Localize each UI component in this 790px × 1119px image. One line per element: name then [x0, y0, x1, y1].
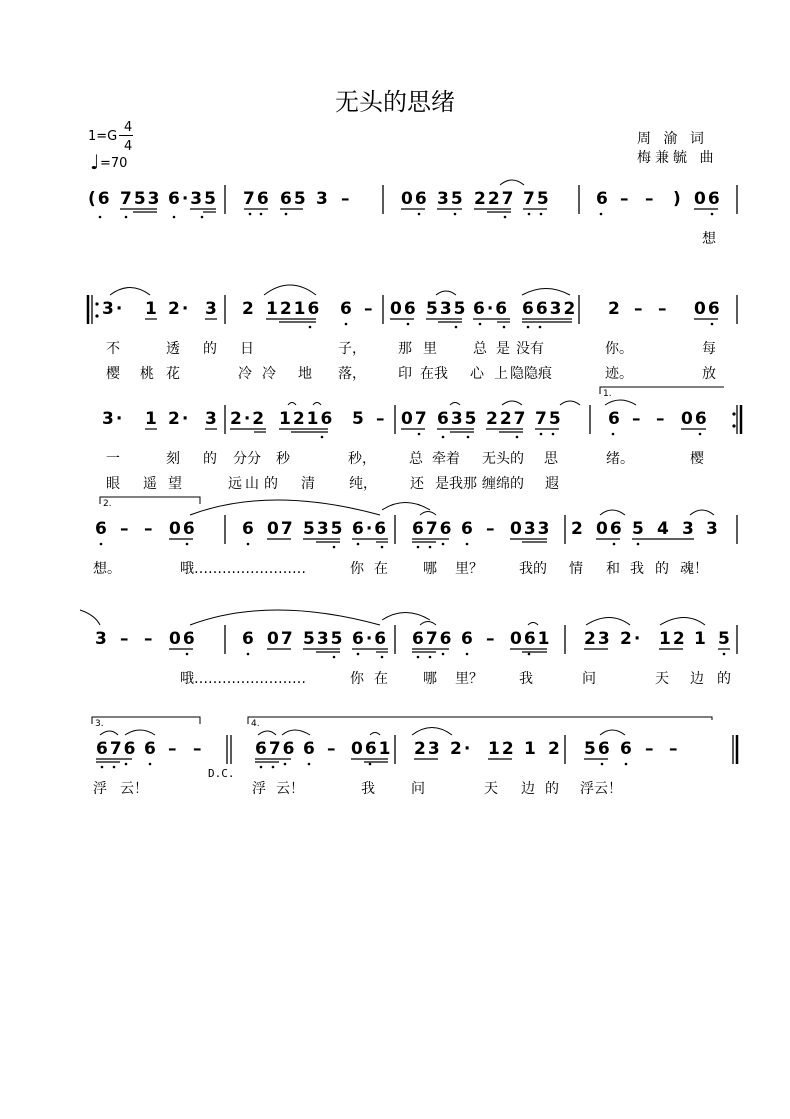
lyric: 哪: [423, 671, 437, 687]
note: –: [645, 189, 656, 209]
note: 06: [694, 189, 722, 209]
note: 227: [474, 189, 516, 209]
note: 3: [682, 519, 696, 539]
note: 6: [608, 409, 622, 429]
note: 12: [659, 629, 687, 649]
note: 75: [535, 409, 563, 429]
note: 676: [255, 739, 297, 759]
lyric: 冷: [262, 366, 276, 382]
lyric: 我: [361, 781, 375, 797]
lyric: 总: [473, 341, 487, 357]
lyric: 在我: [420, 366, 448, 382]
note: 5: [718, 629, 732, 649]
note: –: [632, 409, 643, 429]
lyric: 我: [519, 671, 533, 687]
lyric: 不: [106, 341, 120, 357]
note: 753: [120, 189, 162, 209]
note: 2·2: [230, 409, 267, 429]
volta-label: 4.: [251, 719, 260, 729]
lyric: 缠绵的: [482, 476, 524, 492]
note: 65: [280, 189, 308, 209]
lyric: 花: [166, 366, 180, 382]
note: 07: [267, 519, 295, 539]
lyric: 子，: [338, 341, 366, 357]
time-signature-bottom: 4: [124, 139, 133, 154]
lyric: 一: [106, 451, 120, 467]
lyric: 你。: [605, 341, 633, 357]
note: 6: [242, 519, 256, 539]
lyric: 天: [655, 671, 669, 687]
note: 1216: [266, 299, 322, 319]
note: 2: [548, 739, 562, 759]
lyric: 远: [228, 476, 242, 492]
summary: [0, 1000, 1, 1001]
lyric: 透: [166, 341, 180, 357]
page-title: 无头的思绪: [335, 88, 455, 116]
note: 1: [694, 629, 708, 649]
lyric: 哦……………………: [180, 561, 306, 577]
lyric: 情: [569, 561, 583, 577]
note: 6: [242, 629, 256, 649]
lyric: 里？: [455, 671, 483, 687]
note: 6: [461, 519, 475, 539]
note: 2·: [168, 299, 191, 319]
note: 06: [390, 299, 418, 319]
note: 535: [426, 299, 468, 319]
lyric: 那: [398, 341, 412, 357]
quarter-note-icon: ♩: [90, 150, 100, 174]
lyric: 牵着: [432, 451, 460, 467]
lyric: 天: [484, 781, 498, 797]
note: ): [673, 189, 683, 209]
note: 3·: [102, 299, 125, 319]
note: –: [364, 299, 375, 319]
lyric: 里: [423, 341, 437, 357]
lyric: 的: [203, 451, 217, 467]
lyric: 桃: [140, 366, 154, 382]
lyric: 没有: [516, 341, 544, 357]
note: 1: [524, 739, 538, 759]
volta-label: 2.: [103, 499, 112, 509]
note: 3: [205, 409, 219, 429]
lyricist-credit: 周 渝 词: [637, 131, 708, 147]
note: 06: [169, 629, 197, 649]
lyric: 山: [245, 476, 259, 492]
lyric: 冷: [238, 366, 252, 382]
note: 6: [620, 739, 634, 759]
lyric: 日: [240, 341, 254, 357]
note: 76: [243, 189, 271, 209]
lyric: 的: [264, 476, 278, 492]
note: (6: [88, 189, 112, 209]
lyric: 云！: [120, 781, 148, 797]
lyric: 你: [350, 561, 364, 577]
note: 635: [437, 409, 479, 429]
lyric: 魂！: [680, 561, 708, 577]
note: 6: [303, 739, 317, 759]
lyric: 眼: [106, 476, 120, 492]
lyric: 的: [655, 561, 669, 577]
note: –: [144, 519, 155, 539]
volta-label: 1.: [603, 389, 612, 399]
lyric: 遐: [545, 476, 559, 492]
lyric: 分分: [233, 451, 261, 467]
note: –: [669, 739, 680, 759]
lyric: 遥: [143, 476, 157, 492]
note: –: [144, 629, 155, 649]
lyric: 我的: [519, 561, 547, 577]
lyric: 放: [702, 366, 716, 382]
lyric: 在: [374, 561, 388, 577]
note: –: [645, 739, 656, 759]
note: –: [634, 299, 645, 319]
note: 3·: [102, 409, 125, 429]
lyric: 的: [545, 781, 559, 797]
note: 5: [632, 519, 646, 539]
note: 676: [412, 519, 454, 539]
tempo-marking: =70: [100, 156, 128, 171]
note: 2: [608, 299, 622, 319]
note: 6·6: [352, 519, 389, 539]
note: 2·: [168, 409, 191, 429]
note: –: [620, 189, 631, 209]
note: 1216: [279, 409, 335, 429]
lyric: 边: [521, 781, 535, 797]
lyric: 清: [301, 476, 315, 492]
lyric: 问: [582, 671, 596, 687]
note: –: [376, 409, 387, 429]
note: –: [327, 739, 338, 759]
lyric: 在: [374, 671, 388, 687]
dc-marking: D.C.: [208, 767, 235, 780]
note: 6: [95, 519, 109, 539]
lyric: 云！: [276, 781, 304, 797]
composer-credit: 梅兼毓 曲: [637, 150, 718, 166]
note: 06: [169, 519, 197, 539]
note: 676: [96, 739, 138, 759]
note: 6: [596, 189, 610, 209]
note: 06: [596, 519, 624, 539]
lyric: 边: [690, 671, 704, 687]
lyric: 樱: [690, 451, 704, 467]
note: 061: [351, 739, 393, 759]
lyric: 总: [409, 451, 423, 467]
lyric: 上: [494, 366, 508, 382]
lyric: 是我那: [435, 476, 477, 492]
lyric: 绪。: [606, 451, 634, 467]
note: 6632: [522, 299, 578, 319]
note: 3: [706, 519, 720, 539]
lyric: 迹。: [605, 366, 633, 382]
lyric: 哦……………………: [180, 671, 306, 687]
note: 6·35: [168, 189, 218, 209]
lyric: 每: [702, 341, 716, 357]
note: 4: [657, 519, 671, 539]
note: –: [120, 629, 131, 649]
lyric: 你: [350, 671, 364, 687]
note: 2: [571, 519, 585, 539]
lyric: 纯，: [349, 476, 377, 492]
lyric: 思: [544, 451, 558, 467]
note: 6·6: [352, 629, 389, 649]
lyric: 樱: [106, 366, 120, 382]
lyric: 和: [606, 561, 620, 577]
note: 1: [145, 409, 159, 429]
note: 06: [694, 299, 722, 319]
note: 2·: [450, 739, 473, 759]
note: –: [486, 519, 497, 539]
lyric: 的: [203, 341, 217, 357]
note: 5: [352, 409, 366, 429]
note: 3: [316, 189, 330, 209]
lyric: 的: [717, 671, 731, 687]
note: 061: [510, 629, 552, 649]
note: 6: [340, 299, 354, 319]
note: 6: [461, 629, 475, 649]
note: 2: [242, 299, 256, 319]
note: –: [120, 519, 131, 539]
lyric: 心: [470, 366, 484, 382]
lyric: 还: [410, 476, 424, 492]
lyric: 问: [411, 781, 425, 797]
lyric: 隐隐痕: [510, 366, 552, 382]
lyric: 落，: [338, 366, 366, 382]
note: 06: [401, 189, 429, 209]
lyric: 里？: [455, 561, 483, 577]
note: 12: [488, 739, 516, 759]
time-signature-top: 4: [124, 120, 133, 135]
key-signature: 1=G: [88, 129, 118, 144]
note: 23: [584, 629, 612, 649]
note: 35: [437, 189, 465, 209]
note: 6·6: [473, 299, 510, 319]
note: 3: [95, 629, 109, 649]
note: –: [658, 299, 669, 319]
lyric: 想: [702, 231, 716, 247]
note: –: [656, 409, 667, 429]
note: –: [193, 739, 204, 759]
note: –: [486, 629, 497, 649]
note: 75: [523, 189, 551, 209]
lyric: 印: [398, 366, 412, 382]
lyric: 浮云！: [580, 781, 622, 797]
note: –: [341, 189, 352, 209]
note: 3: [205, 299, 219, 319]
note: 676: [412, 629, 454, 649]
note: 1: [145, 299, 159, 319]
note: 6: [144, 739, 158, 759]
volta-label: 3.: [95, 719, 104, 729]
note: 06: [681, 409, 709, 429]
lyric: 想。: [93, 561, 121, 577]
note: 2·: [620, 629, 643, 649]
lyric: 秒，: [348, 451, 376, 467]
note: 033: [510, 519, 552, 539]
note: 23: [414, 739, 442, 759]
lyric: 我: [630, 561, 644, 577]
lyric: 地: [298, 366, 312, 382]
lyric: 哪: [423, 561, 437, 577]
note: 535: [303, 519, 345, 539]
note: –: [168, 739, 179, 759]
lyric: 浮: [93, 781, 107, 797]
note: 07: [267, 629, 295, 649]
note: 227: [486, 409, 528, 429]
lyric: 望: [168, 476, 182, 492]
note: 56: [584, 739, 612, 759]
note: 535: [303, 629, 345, 649]
lyric: 无头的: [482, 451, 524, 467]
lyric: 秒: [276, 451, 290, 467]
lyric: 是: [496, 341, 510, 357]
notation-summary: [0, 1000, 1, 1001]
lyric: 刻: [166, 451, 180, 467]
note: 07: [401, 409, 429, 429]
lyric: 浮: [252, 781, 266, 797]
